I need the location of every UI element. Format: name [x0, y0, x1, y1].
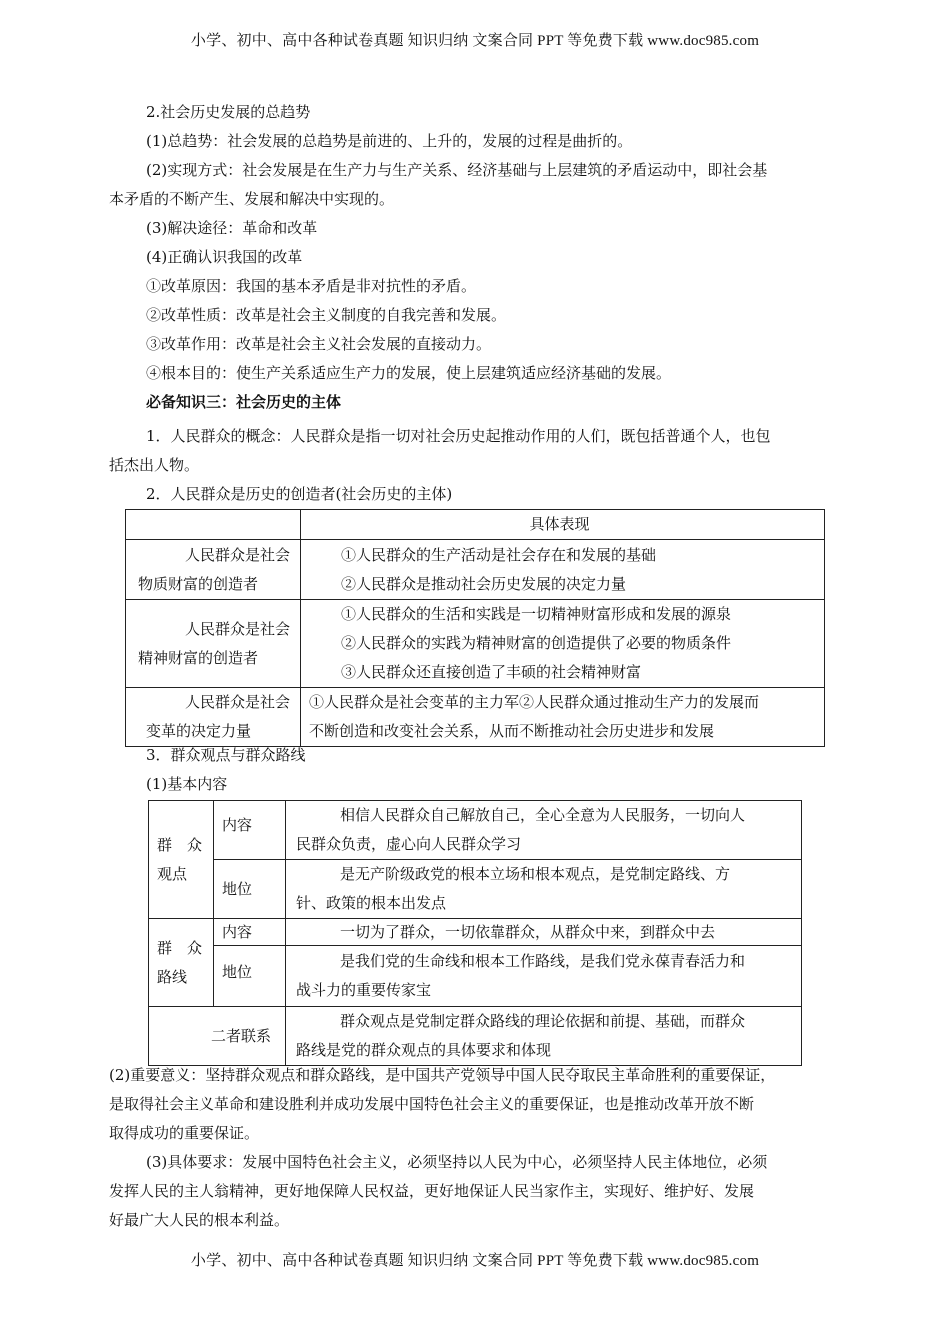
value-line: 针、政策的根本出发点 [296, 894, 447, 912]
reform-item: ③改革作用：改革是社会主义社会发展的直接动力。 [146, 335, 492, 353]
group-label [149, 919, 214, 1007]
row-key: 地位 [214, 946, 286, 1007]
content-line: ①人民群众是社会变革的主力军②人民群众通过推动生产力的发展而 [309, 693, 760, 711]
knowledge-heading: 必备知识三：社会历史的主体 [146, 393, 342, 411]
row-value [286, 919, 802, 946]
paragraph-solution: (3)解决途径：革命和改革 [146, 219, 318, 237]
mass-line-table [148, 800, 802, 1066]
content-line: 不断创造和改变社会关系，从而不断推动社会历史进步和发展 [309, 722, 715, 740]
group-label-line: 群 众 [157, 835, 203, 854]
row-content [301, 600, 825, 688]
paragraph-method-line2: 本矛盾的不断产生、发展和解决中实现的。 [109, 190, 395, 208]
table-row [149, 1007, 802, 1066]
paragraph-significance-line1: (2)重要意义：坚持群众观点和群众路线，是中国共产党领导中国人民夺取民主革命胜利的重要保证， [109, 1066, 776, 1084]
paragraph-trend: (1)总趋势：社会发展的总趋势是前进的、上升的，发展的过程是曲折的。 [146, 132, 633, 150]
value-line: 民群众负责，虚心向人民群众学习 [296, 835, 522, 853]
table-row [149, 946, 802, 1007]
row-label-line: 物质财富的创造者 [138, 574, 259, 593]
row-content [301, 688, 825, 747]
content-line: ②人民群众的实践为精神财富的创造提供了必要的物质条件 [341, 634, 732, 652]
paragraph-requirements-line2: 发挥人民的主人翁精神，更好地保障人民权益，更好地保证人民当家作主，实现好、维护好、发展 [109, 1182, 755, 1200]
paragraph-basic-content: (1)基本内容 [146, 775, 228, 793]
paragraph-mass-line: 3．群众观点与群众路线 [146, 746, 306, 764]
value-line: 路线是党的群众观点的具体要求和体现 [296, 1041, 552, 1059]
group-label-line: 群 众 [157, 938, 203, 957]
paragraph-concept-line2: 括杰出人物。 [109, 456, 200, 474]
row-value [286, 860, 802, 919]
relation-value [286, 1007, 802, 1066]
table-row [126, 540, 825, 600]
content-line: ②人民群众是推动社会历史发展的决定力量 [341, 574, 627, 593]
paragraph-requirements-line1: (3)具体要求：发展中国特色社会主义，必须坚持以人民为中心，必须坚持人民主体地位，必须 [146, 1153, 768, 1171]
reform-item: ④根本目的：使生产关系适应生产力的发展，使上层建筑适应经济基础的发展。 [146, 364, 672, 382]
paragraph-concept-line1: 1．人民群众的概念：人民群众是指一切对社会历史起推动作用的人们，既包括普通个人，也包 [146, 427, 771, 445]
table-row [126, 600, 825, 688]
table-header-row [126, 510, 825, 540]
creators-table [125, 509, 825, 747]
reform-item: ①改革原因：我国的基本矛盾是非对抗性的矛盾。 [146, 277, 477, 295]
row-label [126, 540, 301, 600]
row-label-line: 人民群众是社会 [184, 619, 290, 638]
row-key: 地位 [214, 860, 286, 919]
paragraph-significance-line2: 是取得社会主义革命和建设胜利并成功发展中国特色社会主义的重要保证，也是推动改革开放不断 [109, 1095, 755, 1113]
content-line: ③人民群众还直接创造了丰硕的社会精神财富 [341, 663, 642, 681]
table-row [149, 919, 802, 946]
row-label [126, 600, 301, 688]
row-label-line: 人民群众是社会 [184, 545, 290, 564]
table-row [149, 801, 802, 860]
page-footer-banner: 小学、初中、高中各种试卷真题 知识归纳 文案合同 PPT 等免费下载 www.doc985.com [190, 1253, 760, 1269]
table-row [126, 688, 825, 747]
value-line: 相信人民群众自己解放自己，全心全意为人民服务，一切向人 [340, 806, 746, 824]
table-header-cell [126, 510, 301, 540]
value-line: 群众观点是党制定群众路线的理论依据和前提、基础，而群众 [340, 1012, 746, 1030]
section-title: 2.社会历史发展的总趋势 [146, 103, 311, 121]
row-key: 内容 [214, 919, 286, 946]
row-label-line: 人民群众是社会 [184, 693, 290, 711]
value-line: 战斗力的重要传家宝 [296, 981, 432, 999]
paragraph-reform: (4)正确认识我国的改革 [146, 248, 303, 266]
table-header-cell: 具体表现 [301, 510, 825, 540]
row-content [301, 540, 825, 600]
content-line: ①人民群众的生活和实践是一切精神财富形成和发展的源泉 [341, 605, 732, 623]
row-key: 内容 [214, 801, 286, 860]
paragraph-creators: 2．人民群众是历史的创造者(社会历史的主体) [146, 485, 453, 503]
paragraph-requirements-line3: 好最广大人民的根本利益。 [109, 1211, 290, 1229]
row-value [286, 801, 802, 860]
group-label-line: 观点 [157, 864, 188, 883]
value-line: 是无产阶级政党的根本立场和根本观点，是党制定路线、方 [340, 865, 731, 883]
row-value [286, 946, 802, 1007]
group-label-line: 路线 [157, 967, 188, 986]
value-line: 是我们党的生命线和根本工作路线，是我们党永葆青春活力和 [340, 952, 746, 970]
row-label [126, 688, 301, 747]
content-line: ①人民群众的生产活动是社会存在和发展的基础 [341, 545, 657, 564]
paragraph-significance-line3: 取得成功的重要保证。 [109, 1124, 260, 1142]
row-label-line: 精神财富的创造者 [138, 648, 259, 667]
table-row [149, 860, 802, 919]
page-header-banner: 小学、初中、高中各种试卷真题 知识归纳 文案合同 PPT 等免费下载 www.doc985.com [190, 33, 760, 49]
group-label [149, 801, 214, 919]
paragraph-method-line1: (2)实现方式：社会发展是在生产力与生产关系、经济基础与上层建筑的矛盾运动中，即社会基 [146, 161, 768, 179]
row-label-line: 变革的决定力量 [146, 722, 252, 740]
relation-label: 二者联系 [149, 1007, 286, 1066]
value-line: 一切为了群众，一切依靠群众，从群众中来，到群众中去 [340, 922, 716, 941]
reform-item: ②改革性质：改革是社会主义制度的自我完善和发展。 [146, 306, 507, 324]
